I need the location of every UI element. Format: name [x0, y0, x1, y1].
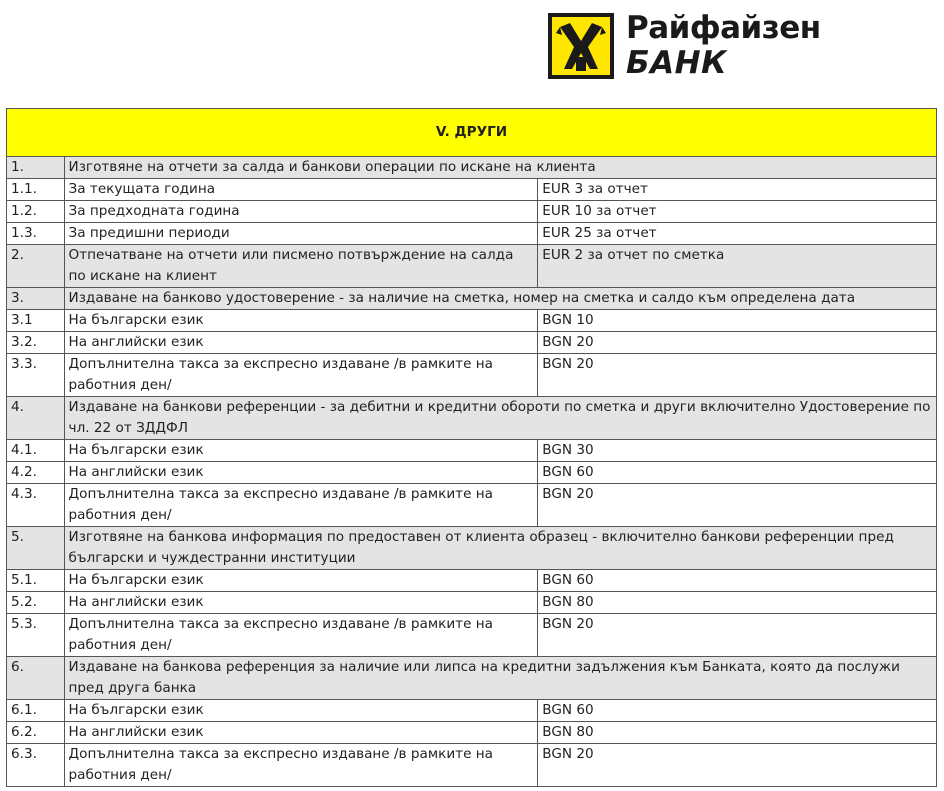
- row-number: 3.: [7, 288, 65, 310]
- logo-name-line: Райфайзен: [626, 9, 821, 46]
- row-price: BGN 20: [538, 354, 937, 397]
- row-price: EUR 10 за отчет: [538, 201, 937, 223]
- row-number: 4.2.: [7, 462, 65, 484]
- fees-table: [6, 108, 937, 787]
- row-price: BGN 60: [538, 700, 937, 722]
- row-description: Издаване на банкови референции - за дебитни и кредитни обороти по сметка и други включително Удостоверение по чл. 22 от ЗДДФЛ: [64, 397, 936, 440]
- row-price: BGN 60: [538, 462, 937, 484]
- row-description: На английски език: [64, 332, 538, 354]
- row-number: 5.1.: [7, 570, 65, 592]
- row-description: На български език: [64, 570, 538, 592]
- fee-row: [7, 440, 937, 462]
- row-description: Издаване на банково удостоверение - за наличие на сметка, номер на сметка и салдо към определена дата: [64, 288, 936, 310]
- row-number: 6.3.: [7, 744, 65, 787]
- fee-row: [7, 201, 937, 223]
- row-price: BGN 20: [538, 614, 937, 657]
- row-number: 3.3.: [7, 354, 65, 397]
- row-description: На английски език: [64, 722, 538, 744]
- row-description: Изготвяне на банкова информация по предоставен от клиента образец - включително банкови референции пред български и чуждестранни институции: [64, 527, 936, 570]
- fee-group-row: [7, 157, 937, 179]
- row-price: EUR 3 за отчет: [538, 179, 937, 201]
- row-number: 6.: [7, 657, 65, 700]
- row-description: Допълнителна такса за експресно издаване /в рамките на работния ден/: [64, 614, 538, 657]
- fee-group-row: [7, 397, 937, 440]
- bank-logo: [548, 9, 821, 81]
- row-description: На английски език: [64, 462, 538, 484]
- row-description: Изготвяне на отчети за салда и банкови операции по искане на клиента: [64, 157, 936, 179]
- row-price: EUR 25 за отчет: [538, 223, 937, 245]
- fee-group-row: [7, 288, 937, 310]
- bank-logo-wordmark: [626, 9, 821, 81]
- row-description: За предишни периоди: [64, 223, 538, 245]
- fee-row: [7, 462, 937, 484]
- row-description: За текущата година: [64, 179, 538, 201]
- fee-row: [7, 179, 937, 201]
- row-description: На български език: [64, 700, 538, 722]
- row-price: BGN 30: [538, 440, 937, 462]
- row-number: 5.: [7, 527, 65, 570]
- row-description: За предходната година: [64, 201, 538, 223]
- row-price: BGN 20: [538, 332, 937, 354]
- row-number: 1.1.: [7, 179, 65, 201]
- fee-group-row: [7, 657, 937, 700]
- row-number: 6.1.: [7, 700, 65, 722]
- row-description: На български език: [64, 310, 538, 332]
- fee-row: [7, 332, 937, 354]
- row-description: Допълнителна такса за експресно издаване /в рамките на работния ден/: [64, 354, 538, 397]
- row-description: Издаване на банкова референция за наличие или липса на кредитни задължения към Банката, която да послужи пред друга банка: [64, 657, 936, 700]
- row-number: 2.: [7, 245, 65, 288]
- section-title: V. ДРУГИ: [7, 109, 937, 157]
- row-price: BGN 60: [538, 570, 937, 592]
- row-number: 3.2.: [7, 332, 65, 354]
- row-number: 5.2.: [7, 592, 65, 614]
- fee-row: [7, 744, 937, 787]
- row-price: EUR 2 за отчет по сметка: [538, 245, 937, 288]
- fee-row: [7, 722, 937, 744]
- row-number: 4.: [7, 397, 65, 440]
- fee-row: [7, 592, 937, 614]
- row-number: 5.3.: [7, 614, 65, 657]
- row-price: BGN 20: [538, 484, 937, 527]
- fee-row: [7, 310, 937, 332]
- row-price: BGN 20: [538, 744, 937, 787]
- logo-bank-line: БАНК: [626, 44, 727, 81]
- row-number: 1.2.: [7, 201, 65, 223]
- row-number: 6.2.: [7, 722, 65, 744]
- row-number: 3.1: [7, 310, 65, 332]
- fee-row: [7, 700, 937, 722]
- row-price: BGN 10: [538, 310, 937, 332]
- fee-row: [7, 354, 937, 397]
- fee-row: [7, 570, 937, 592]
- row-description: Отпечатване на отчети или писмено потвърждение на салда по искане на клиент: [64, 245, 538, 288]
- fee-row: [7, 484, 937, 527]
- row-number: 1.: [7, 157, 65, 179]
- row-description: На български език: [64, 440, 538, 462]
- row-price: BGN 80: [538, 592, 937, 614]
- fee-group-row: [7, 245, 937, 288]
- row-description: На английски език: [64, 592, 538, 614]
- raiffeisen-gable-cross-icon: [548, 13, 614, 79]
- fee-row: [7, 223, 937, 245]
- row-price: BGN 80: [538, 722, 937, 744]
- row-number: 4.1.: [7, 440, 65, 462]
- fee-row: [7, 614, 937, 657]
- row-description: Допълнителна такса за експресно издаване /в рамките на работния ден/: [64, 744, 538, 787]
- row-number: 1.3.: [7, 223, 65, 245]
- fee-group-row: [7, 527, 937, 570]
- row-number: 4.3.: [7, 484, 65, 527]
- row-description: Допълнителна такса за експресно издаване /в рамките на работния ден/: [64, 484, 538, 527]
- section-header-row: [7, 109, 937, 157]
